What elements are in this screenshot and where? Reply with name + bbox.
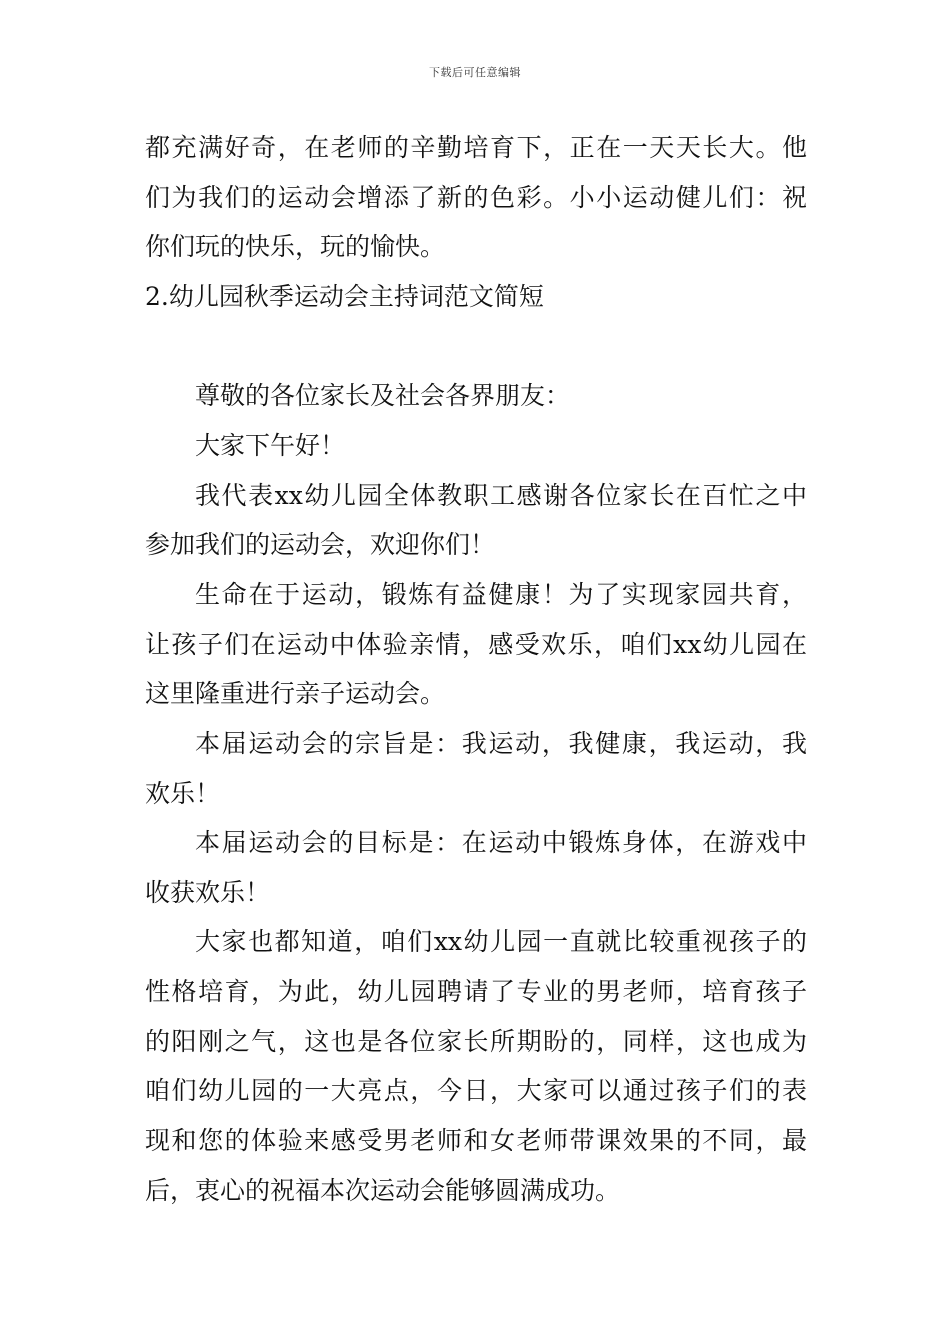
page-header: 下载后可任意编辑 xyxy=(429,66,521,79)
text-line: 后，衷心的祝福本次运动会能够圆满成功。 xyxy=(145,1176,621,1205)
greeting: 大家下午好！ xyxy=(195,431,346,460)
text-line: 生命在于运动，锻炼有益健康！为了实现家园共育， xyxy=(195,580,807,609)
text-line: 本届运动会的宗旨是：我运动，我健康，我运动，我 xyxy=(195,729,807,758)
text-line: 大家也都知道，咱们xx幼儿园一直就比较重视孩子的 xyxy=(195,927,807,956)
text-line: 让孩子们在运动中体验亲情，感受欢乐，咱们xx幼儿园在 xyxy=(145,630,807,659)
text-line: 本届运动会的目标是：在运动中锻炼身体，在游戏中 xyxy=(195,828,807,857)
text-line: 欢乐！ xyxy=(145,779,221,808)
text-line: 参加我们的运动会，欢迎你们！ xyxy=(145,530,496,559)
salutation: 尊敬的各位家长及社会各界朋友： xyxy=(195,381,571,410)
section-heading: 2.幼儿园秋季运动会主持词范文简短 xyxy=(145,282,544,311)
text-line: 性格培育，为此，幼儿园聘请了专业的男老师，培育孩子 xyxy=(145,977,807,1006)
text-line: 们为我们的运动会增添了新的色彩。小小运动健儿们：祝 xyxy=(145,183,807,212)
text-line: 都充满好奇，在老师的辛勤培育下，正在一天天长大。他 xyxy=(145,133,807,162)
text-line: 的阳刚之气，这也是各位家长所期盼的，同样，这也成为 xyxy=(145,1027,807,1056)
text-line: 我代表xx幼儿园全体教职工感谢各位家长在百忙之中 xyxy=(195,481,807,510)
text-line: 这里隆重进行亲子运动会。 xyxy=(145,679,446,708)
text-line: 收获欢乐！ xyxy=(145,878,271,907)
text-line: 现和您的体验来感受男老师和女老师带课效果的不同，最 xyxy=(145,1126,807,1155)
text-line: 咱们幼儿园的一大亮点，今日，大家可以通过孩子们的表 xyxy=(145,1076,807,1105)
text-line: 你们玩的快乐，玩的愉快。 xyxy=(145,232,446,261)
